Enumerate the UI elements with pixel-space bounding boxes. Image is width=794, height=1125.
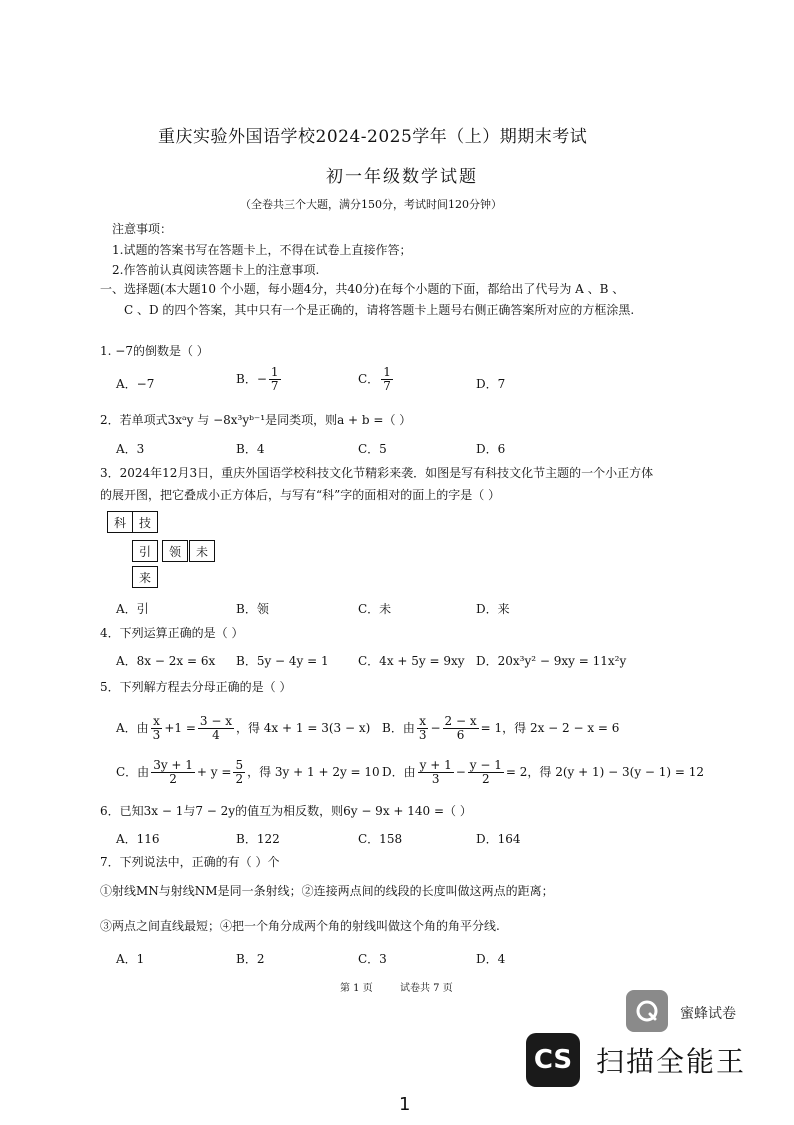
q7-option-a: A．1 [116, 952, 145, 966]
q4-stem: 4．下列运算正确的是（ ） [100, 626, 244, 640]
q6-option-d: D．164 [476, 832, 521, 846]
q2-option-c: C．5 [358, 442, 387, 456]
q4-option-a: A．8x − 2x = 6x [116, 654, 216, 668]
q3-option-b: B．领 [236, 602, 269, 616]
q5-b-f2-den: 6 [456, 728, 465, 742]
footer-page: 第 1 页 [340, 983, 373, 994]
q7-statement-1: ①射线MN与射线NM是同一条射线；②连接两点间的线段的长度叫做这两点的距离； [100, 884, 554, 898]
q5-d-result: = 2，得 2(y + 1) − 3(y − 1) = 12 [505, 765, 705, 779]
q5-d-f2-num: y − 1 [469, 758, 502, 772]
q4-option-d: D．20x³y² − 9xy = 11x²y [476, 654, 627, 668]
q5-d-mid: − [455, 765, 466, 779]
exam-subtitle: 初一年级数学试题 [326, 167, 478, 187]
q5-a-mid: +1 = [164, 721, 196, 735]
q5-a-result: ，得 4x + 1 = 3(3 − x) [235, 721, 371, 735]
q2-option-a: A．3 [116, 442, 145, 456]
footer-total: 试卷共 7 页 [400, 983, 453, 994]
bee-logo-glyph-icon [634, 998, 660, 1024]
q5-a-f1-num: x [153, 714, 160, 728]
camscanner-logo-icon: CS [526, 1033, 580, 1087]
q4-option-c: C．4x + 5y = 9xy [358, 654, 465, 668]
q1-c-numerator: 1 [383, 365, 391, 379]
q6-option-c: C．158 [358, 832, 403, 846]
q3-option-c: C．未 [358, 602, 392, 616]
bee-logo-icon [626, 990, 668, 1032]
q5-d-f1-den: 3 [431, 772, 440, 786]
q5-c-result: ，得 3y + 1 + 2y = 10 [247, 765, 380, 779]
q1-option-c-prefix: C． [358, 372, 380, 386]
q3-stem-line1: 3．2024年12月3日，重庆外国语学校科技文化节精彩来袭．如图是写有科技文化节主题的一个小正方体 [100, 466, 654, 480]
q5-c-f1-den: 2 [169, 772, 177, 786]
q2-option-d: D．6 [476, 442, 506, 456]
q5-c-f1-num: 3y + 1 [153, 758, 193, 772]
q5-a-f2-num: 3 − x [199, 714, 232, 728]
q2-option-b: B．4 [236, 442, 265, 456]
q5-stem: 5．下列解方程去分母正确的是（ ） [100, 680, 292, 694]
q5-a-prefix: A．由 [116, 721, 149, 735]
q6-option-a: A．116 [116, 832, 160, 846]
q1-option-c [358, 366, 395, 393]
q5-option-d [382, 759, 704, 786]
q5-a-f2-den: 4 [212, 728, 220, 742]
camscanner-brand-label: 扫描全能王 [596, 1045, 747, 1078]
q5-d-prefix: D．由 [382, 765, 416, 779]
q1-option-d: D．7 [476, 377, 506, 391]
q5-b-prefix: B．由 [382, 721, 415, 735]
notes-item-1: 1.试题的答案书写在答题卡上，不得在试卷上直接作答； [112, 243, 412, 257]
q5-d-f1-num: y + 1 [419, 758, 452, 772]
q3-option-d: D．来 [476, 602, 510, 616]
q5-b-f1-den: 3 [418, 728, 427, 742]
q7-statement-2: ③两点之间直线最短；④把一个角分成两个角的射线叫做这个角的角平分线. [100, 919, 500, 933]
net-cell-ji: 技 [132, 511, 158, 533]
q6-stem: 6．已知3x − 1与7 − 2y的值互为相反数，则6y − 9x + 140 =（ ） [100, 804, 472, 818]
q3-option-a: A．引 [116, 602, 149, 616]
q5-b-result: = 1，得 2x − 2 − x = 6 [480, 721, 620, 735]
q5-d-f2-den: 2 [482, 772, 490, 786]
q1-b-denominator: 7 [270, 379, 279, 393]
q7-stem: 7．下列说法中，正确的有（ ）个 [100, 855, 280, 869]
q5-b-f2-num: 2 − x [444, 714, 477, 728]
exam-info: （全卷共三个大题，满分150分，考试时间120分钟） [240, 198, 502, 211]
notes-item-2: 2.作答前认真阅读答题卡上的注意事项. [112, 263, 320, 277]
q1-option-b [236, 366, 283, 393]
q1-option-b-prefix: B．− [236, 372, 267, 386]
q1-option-a: A．−7 [116, 377, 155, 391]
net-cell-ling: 领 [162, 540, 188, 562]
q7-option-c: C．3 [358, 952, 387, 966]
q4-option-b: B．5y − 4y = 1 [236, 654, 329, 668]
net-cell-wei: 未 [189, 540, 215, 562]
q2-stem: 2．若单项式3xᵃy 与 −8x³yᵇ⁻¹是同类项，则a + b =（ ） [100, 413, 412, 427]
q5-c-prefix: C．由 [116, 765, 150, 779]
q7-option-b: B．2 [236, 952, 265, 966]
q5-b-f1-num: x [419, 714, 427, 728]
q5-c-f2-den: 2 [235, 772, 244, 786]
net-cell-ke: 科 [107, 511, 133, 533]
page-number: 1 [399, 1094, 411, 1115]
net-cell-lai: 来 [132, 566, 158, 588]
q1-stem: 1. −7的倒数是（ ） [100, 344, 209, 358]
section1-instruction-line1: 一、选择题(本大题10 个小题，每小题4分，共40分)在每个小题的下面，都给出了代号为 A 、B 、 [100, 282, 625, 296]
q5-option-b [382, 715, 619, 742]
q3-stem-line2: 的展开图，把它叠成小正方体后，与写有“科”字的面相对的面上的字是（ ） [100, 488, 501, 502]
q5-b-mid: − [430, 721, 441, 735]
q5-c-f2-num: 5 [235, 758, 244, 772]
q6-option-b: B．122 [236, 832, 280, 846]
q5-c-mid: + y = [196, 765, 232, 779]
q5-a-f1-den: 3 [152, 728, 161, 742]
q1-c-denominator: 7 [383, 379, 391, 393]
q5-option-a [116, 715, 370, 742]
q5-option-c [116, 759, 380, 786]
notes-heading: 注意事项： [112, 222, 173, 236]
net-cell-yin: 引 [132, 540, 158, 562]
q7-option-d: D．4 [476, 952, 506, 966]
q1-b-numerator: 1 [270, 365, 279, 379]
exam-title: 重庆实验外国语学校2024-2025学年（上）期期末考试 [158, 127, 588, 147]
bee-brand-label: 蜜蜂试卷 [680, 1006, 736, 1022]
section1-instruction-line2: C 、D 的四个答案，其中只有一个是正确的，请将答题卡上题号右侧正确答案所对应的方框涂黑. [124, 303, 635, 317]
